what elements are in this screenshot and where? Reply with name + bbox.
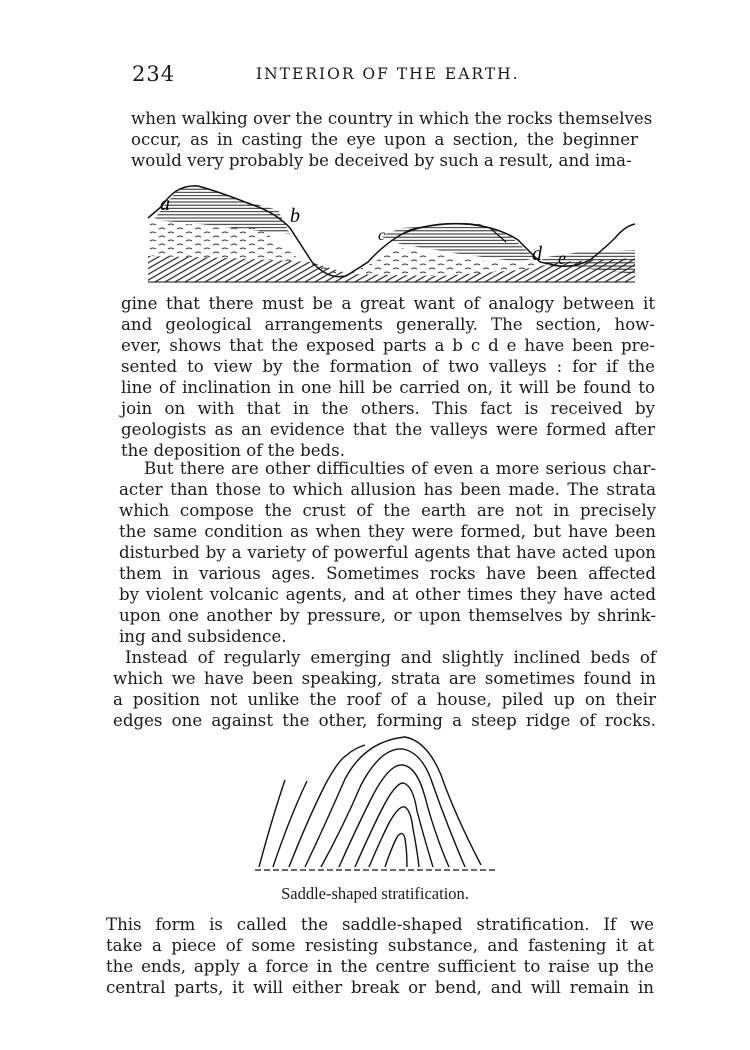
text-line: the deposition of the beds. <box>121 441 345 460</box>
text-line: them in various ages. Sometimes rocks have been affected <box>119 564 656 583</box>
text-line: which compose the crust of the earth are not in precisely <box>119 501 656 520</box>
text-line: the same condition as when they were formed, but have been <box>119 522 656 541</box>
label-c: c <box>378 227 386 244</box>
page-header <box>132 62 662 92</box>
text-line: which we have been speaking, strata are sometimes found in <box>113 669 656 688</box>
text-line: would very probably be deceived by such a result, and ima- <box>131 151 632 170</box>
text-line: when walking over the country in which the rocks themselves <box>131 109 653 128</box>
text-line: and geological arrangements generally. The section, how- <box>121 315 655 334</box>
text-line: line of inclination in one hill be carried on, it will be found to <box>121 378 655 397</box>
text-line: edges one against the other, forming a steep ridge of rocks. <box>113 711 656 730</box>
label-d: d <box>532 243 542 265</box>
text-line: But there are other difficulties of even a more serious char- <box>144 459 656 478</box>
figure-caption: Saddle-shaped stratification. <box>281 884 469 903</box>
text-line: central parts, it will either break or bend, and will remain in <box>106 978 654 997</box>
text-line: acter than those to which allusion has been made. The strata <box>119 480 656 499</box>
text-line: This form is called the saddle-shaped stratification. If we <box>106 915 654 934</box>
text-line: sented to view by the formation of two valleys : for if the <box>121 357 655 376</box>
text-line: Instead of regularly emerging and slightly inclined beds of <box>125 648 656 667</box>
text-line: geologists as an evidence that the valleys were formed after <box>121 420 655 439</box>
paragraph-2 <box>121 293 655 461</box>
label-a: a <box>160 193 170 215</box>
paragraph-3 <box>119 458 656 647</box>
text-line: gine that there must be a great want of analogy between it <box>121 294 655 313</box>
saddle-stratification-figure <box>255 735 495 875</box>
text-line: occur, as in casting the eye upon a section, the beginner <box>131 130 638 149</box>
valley-section-figure <box>140 178 645 290</box>
text-line: the ends, apply a force in the centre sufficient to raise up the <box>106 957 654 976</box>
text-line: ever, shows that the exposed parts a b c d e have been pre- <box>121 336 655 355</box>
text-line: join on with that in the others. This fact is received by <box>121 399 655 418</box>
page-number: 234 <box>132 62 176 86</box>
label-e: e <box>558 248 566 268</box>
text-line: ing and subsidence. <box>119 627 287 646</box>
text-line: take a piece of some resisting substance, and fastening it at <box>106 936 654 955</box>
paragraph-5 <box>106 914 654 998</box>
text-line: a position not unlike the roof of a house, piled up on their <box>113 690 656 709</box>
text-line: by violent volcanic agents, and at other times they have acted <box>119 585 656 604</box>
text-line: upon one another by pressure, or upon themselves by shrink- <box>119 606 656 625</box>
paragraph-1 <box>131 108 653 171</box>
running-head: INTERIOR OF THE EARTH. <box>256 65 520 83</box>
label-b: b <box>290 205 300 227</box>
text-line: disturbed by a variety of powerful agents that have acted upon <box>119 543 656 562</box>
paragraph-4 <box>113 647 656 731</box>
